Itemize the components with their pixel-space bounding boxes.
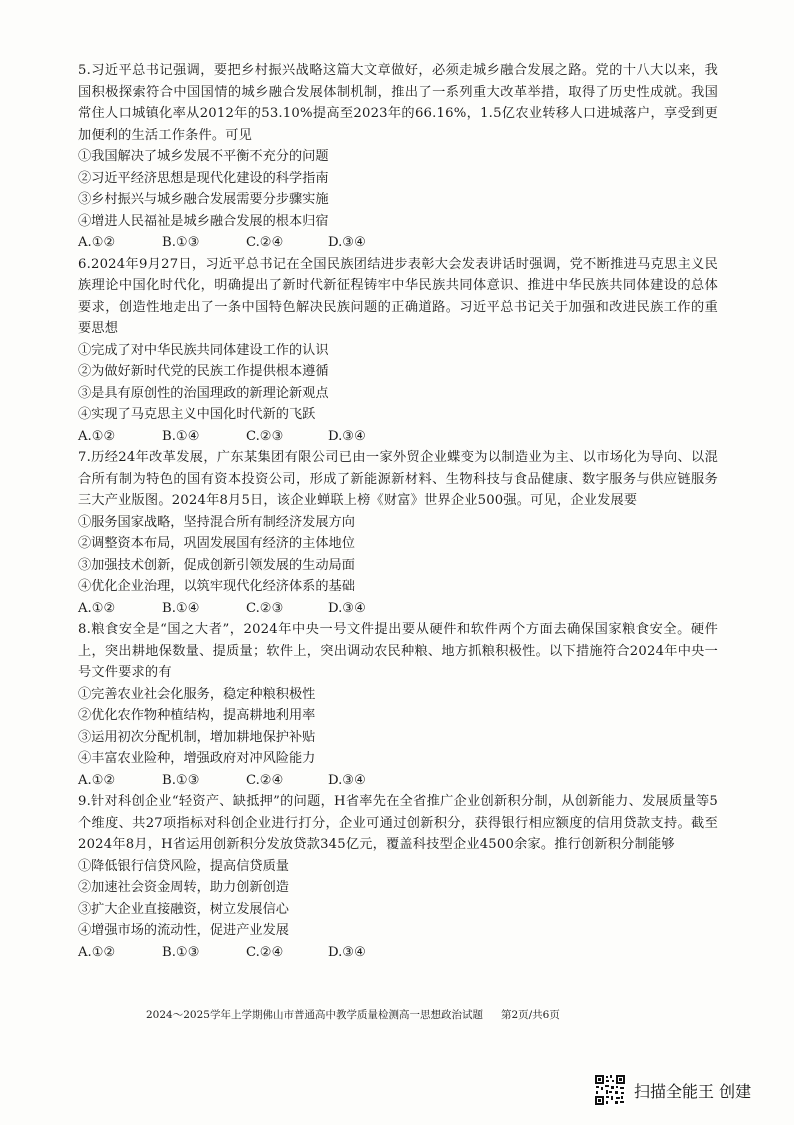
choice-d: D.③④ bbox=[328, 235, 366, 250]
choice-c: C.②④ bbox=[246, 235, 284, 250]
choice-d: D.③④ bbox=[328, 428, 366, 444]
choice-c: C.②④ bbox=[246, 944, 284, 960]
statement-3: ③加强技术创新，促成创新引领发展的生动局面 bbox=[78, 557, 355, 573]
answer-choices bbox=[78, 770, 718, 792]
choice-d: D.③④ bbox=[328, 600, 366, 616]
statement-2: ②加速社会资金周转，助力创新创造 bbox=[78, 880, 289, 895]
answer-choices bbox=[78, 598, 718, 620]
choice-d: D.③④ bbox=[328, 772, 366, 788]
statement-2: ②优化农作物种植结构，提高耕地利用率 bbox=[78, 708, 316, 723]
statement-1: ①服务国家战略，坚持混合所有制经济发展方向 bbox=[78, 514, 355, 530]
scanner-watermark bbox=[594, 1074, 751, 1106]
question-stem: 7.历经24年改革发展，广东某集团有限公司已由一家外贸企业蝶变为以制造业为主、以市场化为导向、以混合所有制为特色的国有资本投资公司，形成了新能源新材料、生物科技与食品健康、数字服务与供应链服务三大产业版图。2024年8月5日，该企业蝉联上榜《财富》世界企业500强。可见，企业发展要 bbox=[78, 450, 718, 508]
choice-d: D.③④ bbox=[328, 944, 366, 960]
answer-choices bbox=[78, 232, 718, 254]
choice-c: C.②④ bbox=[246, 772, 284, 788]
statement-4: ④增进人民福祉是城乡融合发展的根本归宿 bbox=[78, 213, 329, 229]
choice-a: A.①② bbox=[78, 600, 116, 616]
statement-3: ③乡村振兴与城乡融合发展需要分步骤实施 bbox=[78, 192, 329, 207]
question-stem: 5.习近平总书记强调，要把乡村振兴战略这篇大文章做好，必须走城乡融合发展之路。党的十八大以来，我国积极探索符合中国国情的城乡融合发展体制机制，推出了一系列重大改革举措，取得了历史性成就。我国常住人口城镇化率从2012年的53.10%提高至2023年的66.16%，1.5亿农业转移人口进城落户，享受到更加便利的生活工作条件。可见 bbox=[78, 63, 718, 143]
question-9 bbox=[78, 791, 718, 963]
statement-3: ③是具有原创性的治国理政的新理论新观点 bbox=[78, 385, 329, 401]
choice-b: B.①③ bbox=[162, 235, 200, 250]
statement-4: ④丰富农业险种，增强政府对冲风险能力 bbox=[78, 751, 316, 766]
statement-4: ④实现了马克思主义中国化时代新的飞跃 bbox=[78, 407, 316, 422]
qr-code-icon bbox=[594, 1074, 626, 1106]
choice-b: B.①④ bbox=[162, 600, 200, 616]
page-footer bbox=[146, 1008, 706, 1022]
answer-choices bbox=[78, 942, 718, 964]
choice-c: C.②③ bbox=[246, 428, 284, 444]
answer-choices bbox=[78, 426, 718, 448]
question-stem: 8.粮食安全是“国之大者”，2024年中央一号文件提出要从硬件和软件两个方面去确保国家粮食安全。硬件上，突出耕地保数量、提质量；软件上，突出调动农民种粮、地方抓粮积极性。以下措施符合2024年中央一号文件要求的有 bbox=[78, 622, 718, 680]
statement-2: ②习近平经济思想是现代化建设的科学指南 bbox=[78, 170, 329, 186]
statement-2: ②调整资本布局，巩固发展国有经济的主体地位 bbox=[78, 536, 355, 551]
statement-2: ②为做好新时代党的民族工作提供根本遵循 bbox=[78, 364, 329, 379]
question-stem: 9.针对科创企业“轻资产、缺抵押”的问题，H省率先在全省推广企业创新积分制，从创新能力、发展质量等5个维度、共27项指标对科创企业进行打分，企业可通过创新积分，获得银行相应额度的信用贷款支持。截至2024年8月，H省运用创新积分发放贷款345亿元，覆盖科技型企业4500余家。推行创新积分制能够 bbox=[78, 794, 718, 852]
choice-b: B.①③ bbox=[162, 772, 200, 788]
watermark-text: 扫描全能王 创建 bbox=[634, 1081, 752, 1101]
statement-1: ①完成了对中华民族共同体建设工作的认识 bbox=[78, 342, 329, 358]
statement-3: ③运用初次分配机制，增加耕地保护补贴 bbox=[78, 729, 316, 745]
choice-b: B.①④ bbox=[162, 428, 200, 444]
question-6 bbox=[78, 254, 718, 448]
statement-3: ③扩大企业直接融资，树立发展信心 bbox=[78, 901, 289, 917]
statement-1: ①完善农业社会化服务，稳定种粮积极性 bbox=[78, 686, 316, 702]
question-5 bbox=[78, 60, 718, 254]
choice-a: A.①② bbox=[78, 944, 116, 960]
statement-4: ④增强市场的流动性，促进产业发展 bbox=[78, 923, 289, 938]
exam-title: 2024～2025学年上学期佛山市普通高中教学质量检测高一思想政治试题 bbox=[146, 1009, 483, 1021]
choice-a: A.①② bbox=[78, 772, 116, 788]
choice-a: A.①② bbox=[78, 235, 116, 250]
question-stem: 6.2024年9月27日，习近平总书记在全国民族团结进步表彰大会发表讲话时强调，党不断推进马克思主义民族理论中国化时代化，明确提出了新时代新征程铸牢中华民族共同体意识、推进中华民族共同体建设的总体要求，创造性地走出了一条中国特色解决民族问题的正确道路。习近平总书记关于加强和改进民族工作的重要思想 bbox=[78, 256, 718, 336]
statement-4: ④优化企业治理，以筑牢现代化经济体系的基础 bbox=[78, 579, 355, 594]
statement-1: ①降低银行信贷风险，提高信贷质量 bbox=[78, 858, 289, 874]
question-7 bbox=[78, 447, 718, 619]
choice-c: C.②③ bbox=[246, 600, 284, 616]
statement-1: ①我国解决了城乡发展不平衡不充分的问题 bbox=[78, 149, 329, 164]
choice-b: B.①③ bbox=[162, 944, 200, 960]
page-number: 第2页/共6页 bbox=[500, 1009, 560, 1021]
question-list bbox=[78, 60, 718, 963]
choice-a: A.①② bbox=[78, 428, 116, 444]
question-8 bbox=[78, 619, 718, 791]
